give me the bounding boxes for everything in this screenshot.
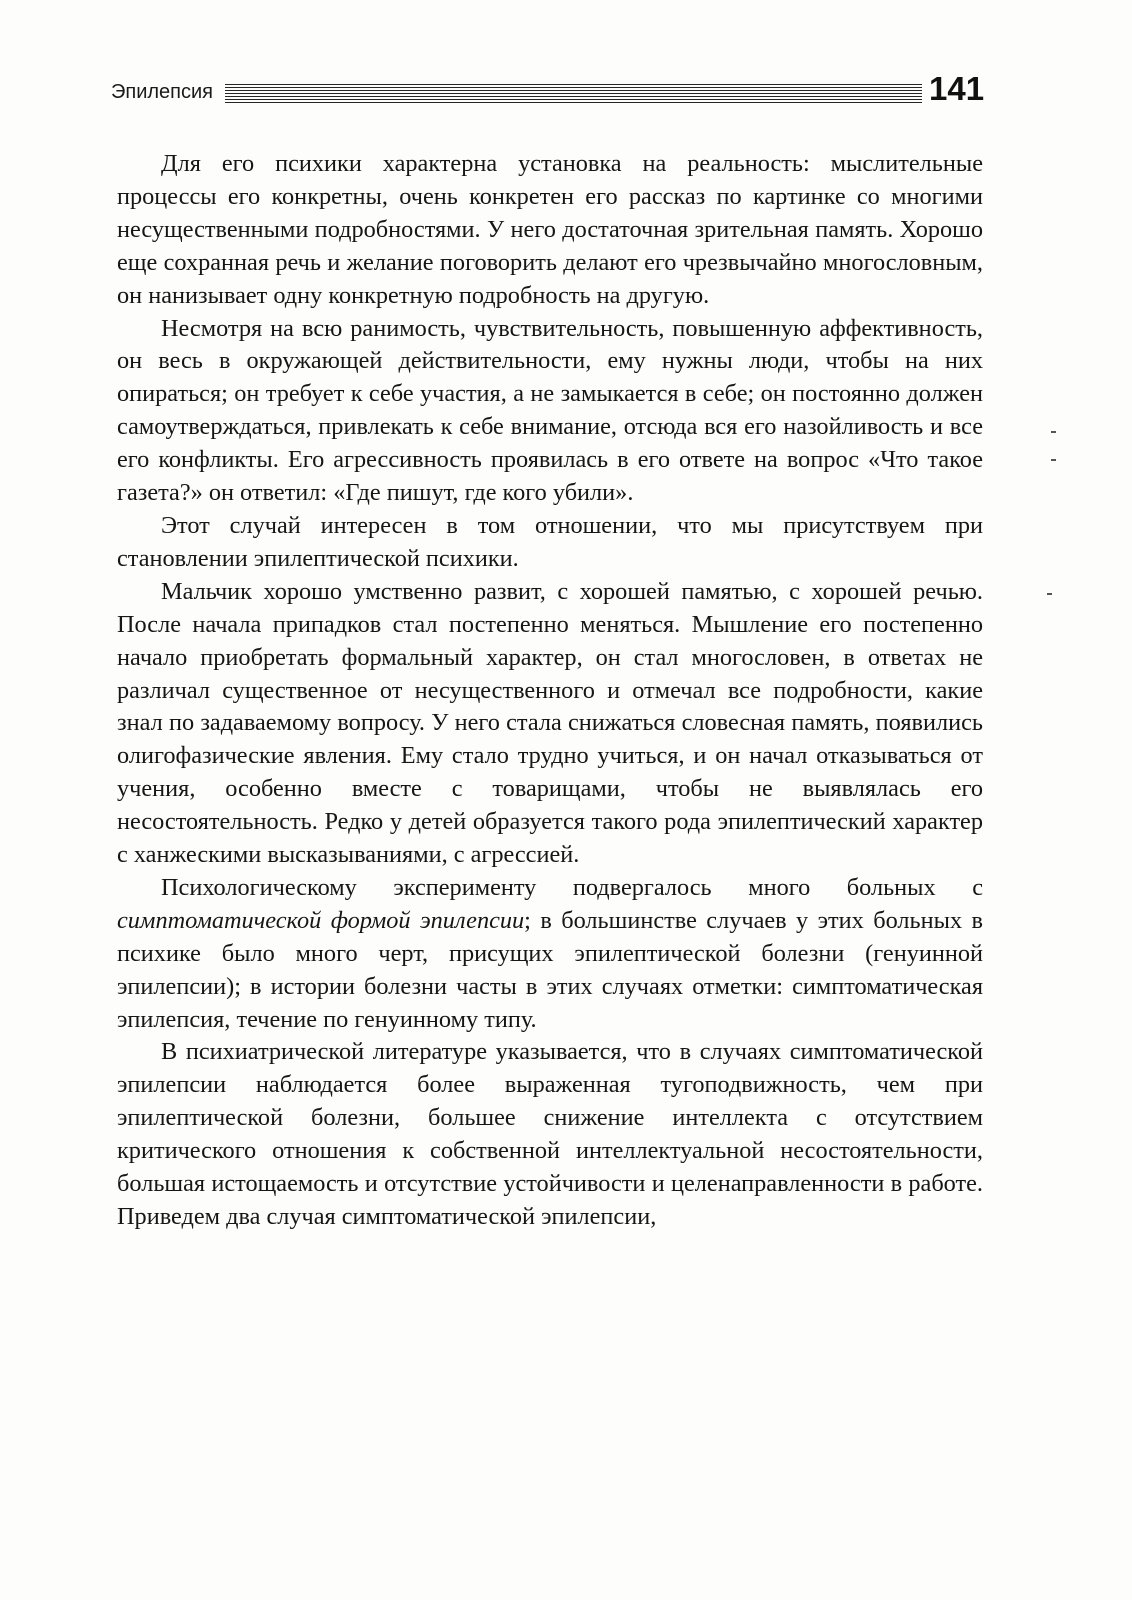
page-number: 141 xyxy=(929,70,985,107)
paragraph-5-rest: ; в большинстве случаев у этих больных в психике было много черт, присущих эпилептической болезни (генуинной эпилепсии); в истории болезни часты в этих случаях отметки: симптоматическая эпилепсия, течение по генуинному типу. xyxy=(117,906,983,1033)
scan-mark xyxy=(1051,431,1056,433)
scan-mark xyxy=(1047,593,1052,595)
header-rule xyxy=(225,84,922,103)
paragraph-5-italic-term: симптоматической формой эпилепсии xyxy=(117,906,525,934)
paragraph-5-lead: Психологическому эксперименту подвергалось много больных с xyxy=(161,873,983,901)
paragraph-2: Несмотря на всю ранимость, чувствительность, повышенную аффективность, он весь в окружающей действительности, ему нужны люди, чтобы на них опираться; он требует к себе участия, а не замыкается в себе; он постоянно должен самоутверждаться, привлекать к себе внимание, отсюда вся его назойливость и все его конфликты. Его агрессивность проявилась в его ответе на вопрос «Что такое газета?» он ответил: «Где пишут, где кого убили». xyxy=(117,314,983,507)
scan-mark xyxy=(1051,459,1056,461)
running-header xyxy=(111,70,991,120)
paragraph-1: Для его психики характерна установка на реальность: мыслительные процессы его конкретны, очень конкретен его рассказ по картинке со многими несущественными подробностями. У него достаточная зрительная память. Хорошо еще сохранная речь и желание поговорить делают его чрезвычайно многословным, он нанизывает одну конкретную подробность на другую. xyxy=(117,150,983,309)
paragraph-3: Этот случай интересен в том отношении, что мы присутствуем при становлении эпилептической психики. xyxy=(117,511,983,572)
section-title: Эпилепсия xyxy=(111,81,214,103)
paragraph-6: В психиатрической литературе указывается, что в случаях симптоматической эпилепсии наблюдается более выраженная тугоподвижность, чем при эпилептической болезни, большее снижение интеллекта с отсутствием критического отношения к собственной интеллектуальной несостоятельности, большая истощаемость и отсутствие устойчивости и целенаправленности в работе. Приведем два случая симптоматической эпилепсии, xyxy=(117,1038,983,1230)
paragraph-4: Мальчик хорошо умственно развит, с хорошей памятью, с хорошей речью. После начала припадков стал постепенно меняться. Мышление его постепенно начало приобретать формальный характер, он стал многословен, в ответах не различал существенное от несущественного и отмечал все подробности, какие знал по задаваемому вопросу. У него стала снижаться словесная память, появились олигофазические явления. Ему стало трудно учиться, и он начал отказываться от учения, особенно вместе с товарищами, чтобы не выявлялась его несостоятельность. Редко у детей образуется такого рода эпилептический характер с ханжескими высказываниями, с агрессией. xyxy=(117,577,983,869)
paragraph-5 xyxy=(117,872,983,1037)
body-text xyxy=(117,148,983,1234)
